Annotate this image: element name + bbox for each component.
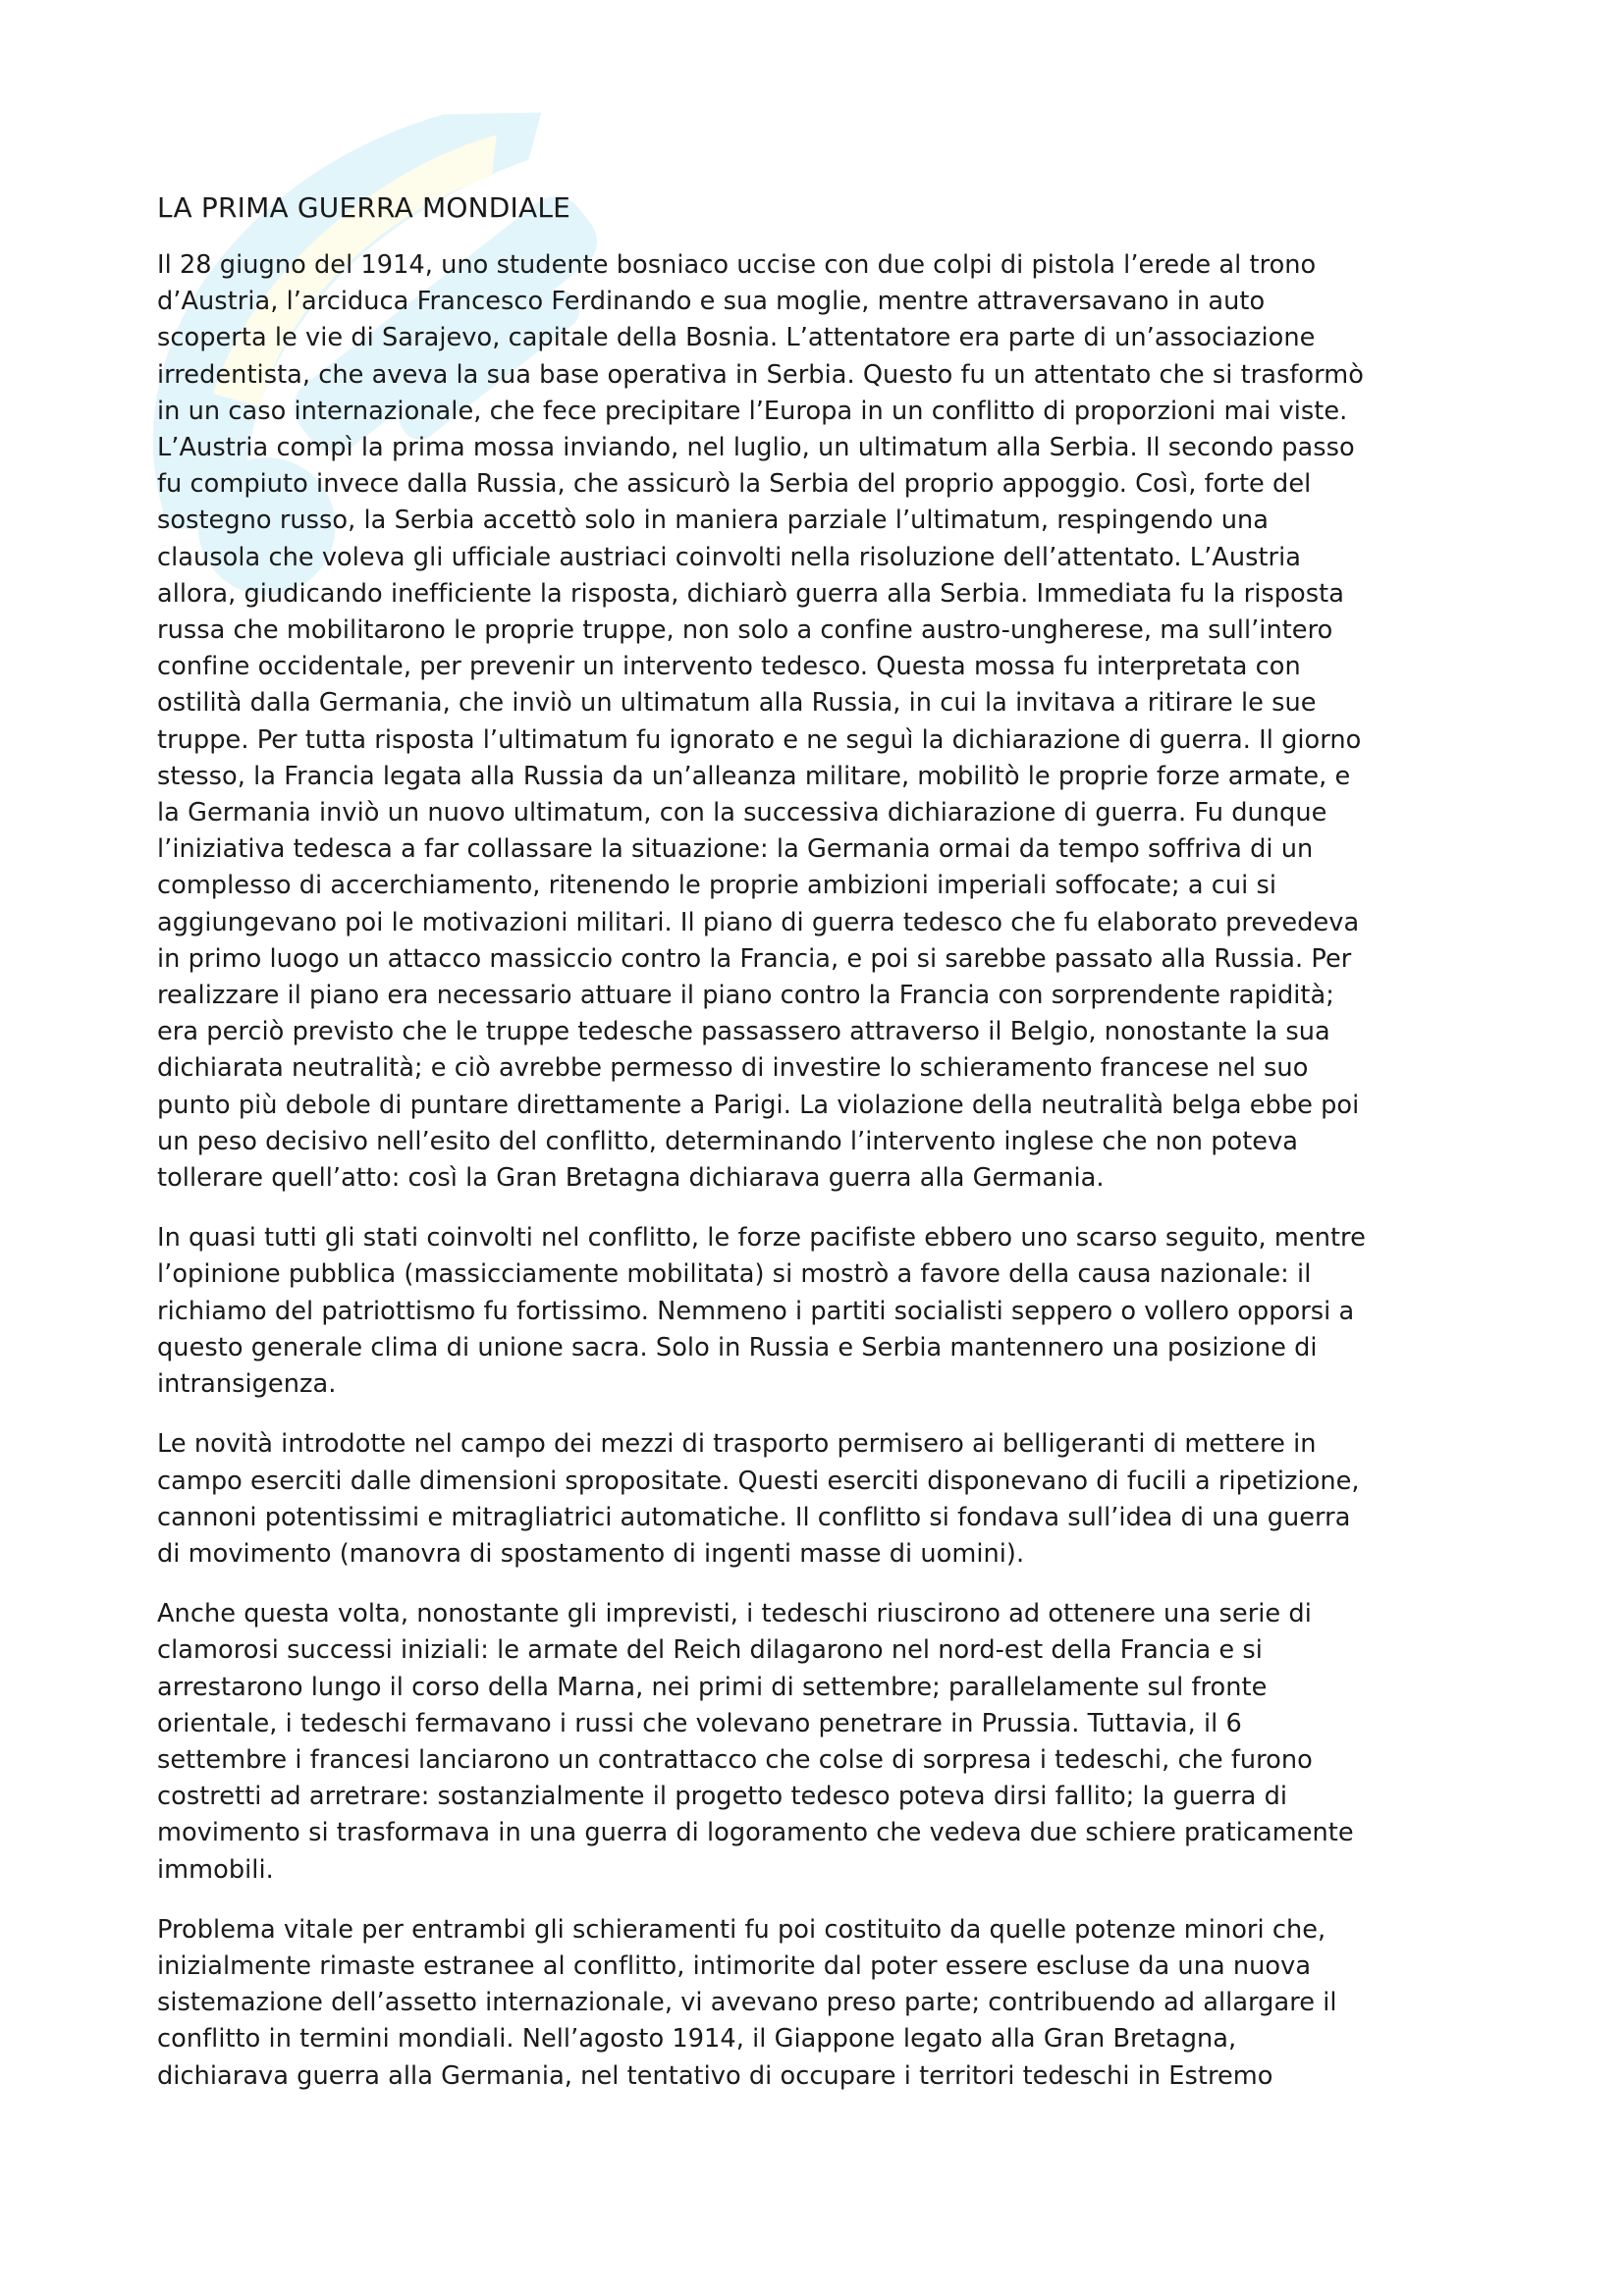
text-line: cannoni potentissimi e mitragliatrici automatiche. Il conflitto si fondava sull’idea di una guerra [157,1502,1351,1532]
text-line: dichiarava guerra alla Germania, nel tentativo di occupare i territori tedeschi in Estremo [157,2060,1273,2091]
text-line: d’Austria, l’arciduca Francesco Ferdinando e sua moglie, mentre attraversavano in auto [157,287,1266,317]
text-line: stesso, la Francia legata alla Russia da un’alleanza militare, mobilitò le proprie forze armate, e [157,761,1351,791]
text-line: questo generale clima di unione sacra. Solo in Russia e Serbia mantennero una posizione di [157,1332,1318,1362]
document-title: LA PRIMA GUERRA MONDIALE [157,191,571,224]
text-line: richiamo del patriottismo fu fortissimo. Nemmeno i partiti socialisti seppero o vollero opporsi a [157,1296,1355,1326]
text-line: clamorosi successi iniziali: le armate del Reich dilagarono nel nord-est della Francia e si [157,1635,1263,1666]
text-line: L’Austria compì la prima mossa inviando, nel luglio, un ultimatum alla Serbia. Il secondo passo [157,433,1355,463]
text-line: arrestarono lungo il corso della Marna, nei primi di settembre; parallelamente sul fronte [157,1672,1268,1702]
text-line: tollerare quell’atto: così la Gran Bretagna dichiarava guerra alla Germania. [157,1163,1105,1194]
text-line: realizzare il piano era necessario attuare il piano contro la Francia con sorprendente rapidità; [157,981,1334,1011]
text-line: era perciò previsto che le truppe tedesche passassero attraverso il Belgio, nonostante la sua [157,1017,1330,1047]
text-line: irredentista, che aveva la sua base operativa in Serbia. Questo fu un attentato che si trasformò [157,359,1364,390]
text-line: Il 28 giugno del 1914, uno studente bosniaco uccise con due colpi di pistola l’erede al trono [157,250,1317,280]
text-line: ostilità dalla Germania, che inviò un ultimatum alla Russia, in cui la invitava a ritirare le sue [157,688,1317,719]
text-line: immobili. [157,1854,274,1885]
text-line: punto più debole di puntare direttamente a Parigi. La violazione della neutralità belga ebbe poi [157,1090,1360,1120]
text-line: di movimento (manovra di spostamento di ingenti masse di uomini). [157,1538,1025,1569]
text-line: confine occidentale, per prevenir un intervento tedesco. Questa mossa fu interpretata con [157,652,1301,682]
text-line: inizialmente rimaste estranee al conflitto, intimorite dal poter essere escluse da una nuova [157,1950,1312,1981]
text-line: Anche questa volta, nonostante gli imprevisti, i tedeschi riuscirono ad ottenere una serie di [157,1599,1312,1629]
text-line: orientale, i tedeschi fermavano i russi che volevano penetrare in Prussia. Tuttavia, il 6 [157,1708,1242,1738]
text-line: intransigenza. [157,1369,337,1400]
text-line: l’iniziativa tedesca a far collassare la situazione: la Germania ormai da tempo soffriva di un [157,834,1314,865]
text-line: Le novità introdotte nel campo dei mezzi di trasporto permisero ai belligeranti di mettere in [157,1429,1317,1460]
text-line: truppe. Per tutta risposta l’ultimatum fu ignorato e ne seguì la dichiarazione di guerra. Il giorno [157,724,1362,755]
text-line: conflitto in termini mondiali. Nell’agosto 1914, il Giappone legato alla Gran Bretagna, [157,2024,1237,2055]
document-page [157,188,1478,2118]
paragraph-4 [157,1596,1478,1889]
text-line: Problema vitale per entrambi gli schieramenti fu poi costituito da quelle potenze minori che, [157,1914,1326,1945]
text-line: dichiarata neutralità; e ciò avrebbe permesso di investire lo schieramento francese nel suo [157,1053,1309,1084]
text-line: aggiungevano poi le motivazioni militari. Il piano di guerra tedesco che fu elaborato prevedeva [157,907,1360,937]
text-line: settembre i francesi lanciarono un contrattacco che colse di sorpresa i tedeschi, che furono [157,1744,1313,1775]
text-line: campo eserciti dalle dimensioni spropositate. Questi eserciti disponevano di fucili a ripetizione, [157,1466,1360,1496]
text-line: in un caso internazionale, che fece precipitare l’Europa in un conflitto di proporzioni mai viste. [157,396,1348,426]
paragraph-1 [157,247,1478,1197]
text-line: scoperta le vie di Sarajevo, capitale della Bosnia. L’attentatore era parte di un’associazione [157,323,1316,353]
text-line: movimento si trasformava in una guerra di logoramento che vedeva due schiere praticamente [157,1818,1354,1848]
text-line: fu compiuto invece dalla Russia, che assicurò la Serbia del proprio appoggio. Così, forte del [157,469,1312,500]
text-line: un peso decisivo nell’esito del conflitto, determinando l’intervento inglese che non poteva [157,1126,1299,1156]
text-line: la Germania inviò un nuovo ultimatum, con la successiva dichiarazione di guerra. Fu dunque [157,798,1327,828]
paragraph-2 [157,1220,1478,1403]
text-line: In quasi tutti gli stati coinvolti nel conflitto, le forze pacifiste ebbero uno scarso seguito, mentre [157,1223,1366,1254]
paragraph-3 [157,1426,1478,1573]
paragraph-5 [157,1912,1478,2095]
text-line: sostegno russo, la Serbia accettò solo in maniera parziale l’ultimatum, respingendo una [157,506,1269,536]
text-line: l’opinione pubblica (massicciamente mobilitata) si mostrò a favore della causa nazionale: il [157,1259,1312,1290]
text-line: costretti ad arretrare: sostanzialmente il progetto tedesco poteva dirsi fallito; la guerra di [157,1782,1288,1812]
text-line: complesso di accerchiamento, ritenendo le proprie ambizioni imperiali soffocate; a cui si [157,871,1277,901]
text-line: russa che mobilitarono le proprie truppe, non solo a confine austro-ungherese, ma sull’intero [157,615,1333,646]
text-line: clausola che voleva gli ufficiale austriaci coinvolti nella risoluzione dell’attentato. L’Austria [157,542,1302,572]
text-line: sistemazione dell’assetto internazionale, vi avevano preso parte; contribuendo ad allargare il [157,1988,1337,2018]
text-line: allora, giudicando inefficiente la risposta, dichiarò guerra alla Serbia. Immediata fu la risposta [157,578,1344,609]
text-line: in primo luogo un attacco massiccio contro la Francia, e poi si sarebbe passato alla Russia. Per [157,943,1352,974]
